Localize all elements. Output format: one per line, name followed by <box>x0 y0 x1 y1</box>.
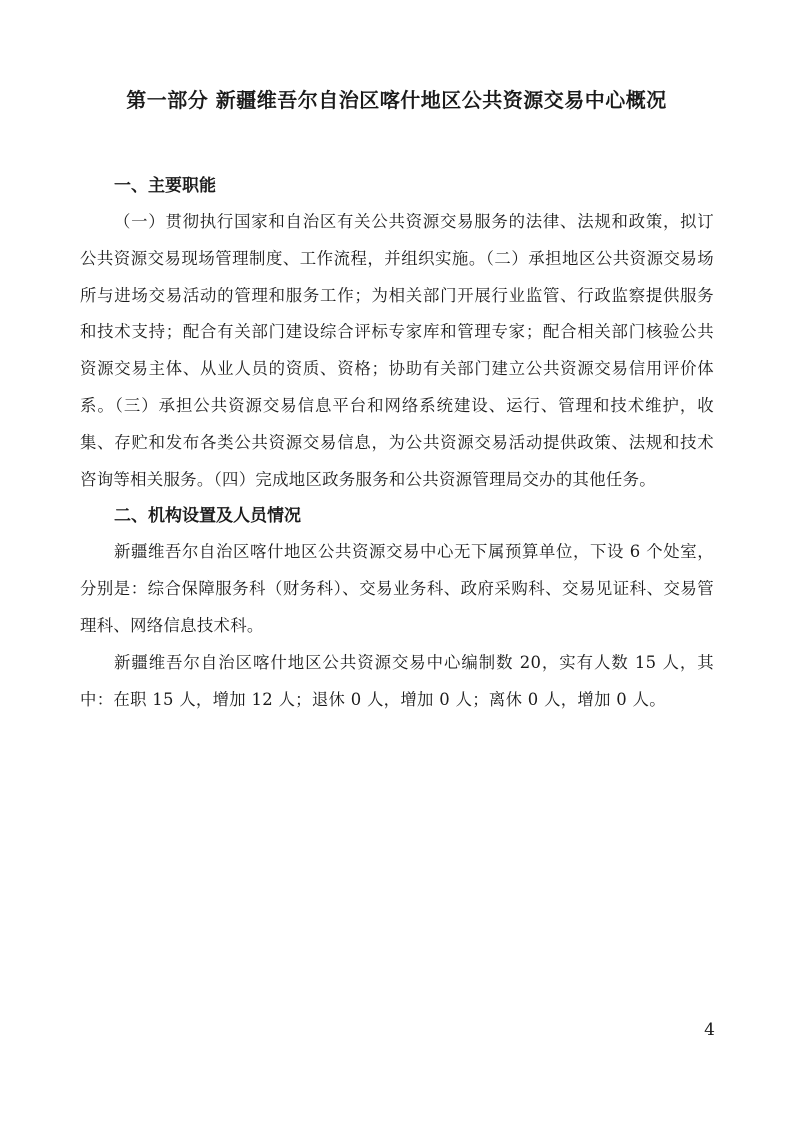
section-heading: 二、机构设置及人员情况 <box>114 506 301 527</box>
body-paragraph: （一）贯彻执行国家和自治区有关公共资源交易服务的法律、法规和政策，拟订公共资源交易现场管理制度、工作流程，并组织实施。（二）承担地区公共资源交易场所与进场交易活动的管理和服务工作；为相关部门开展行业监管、行政监察提供服务和技术支持；配合有关部门建设综合评标专家库和管理专家；配合相关部门核验公共资源交易主体、从业人员的资质、资格；协助有关部门建立公共资源交易信用评价体系。（三）承担公共资源交易信息平台和网络系统建设、运行、管理和技术维护，收集、存贮和发布各类公共资源交易信息，为公共资源交易活动提供政策、法规和技术咨询等相关服务。（四）完成地区政务服务和公共资源管理局交办的其他任务。 <box>80 212 714 489</box>
body-paragraph: 新疆维吾尔自治区喀什地区公共资源交易中心无下属预算单位，下设 6 个处室，分别是：综合保障服务科（财务科）、交易业务科、政府采购科、交易见证科、交易管理科、网络信息技术科。 <box>80 542 714 635</box>
section-heading: 一、主要职能 <box>114 176 216 196</box>
page-number: 4 <box>704 1020 715 1040</box>
body-paragraph: 新疆维吾尔自治区喀什地区公共资源交易中心编制数 20，实有人数 15 人，其中：在职 15 人，增加 12 人；退休 0 人，增加 0 人；离休 0 人，增加 0 人。 <box>80 652 714 709</box>
section-main-functions <box>80 168 714 498</box>
section-organization-staff <box>80 498 714 718</box>
document-body <box>80 168 714 718</box>
page-title: 第一部分 新疆维吾尔自治区喀什地区公共资源交易中心概况 <box>126 88 667 112</box>
